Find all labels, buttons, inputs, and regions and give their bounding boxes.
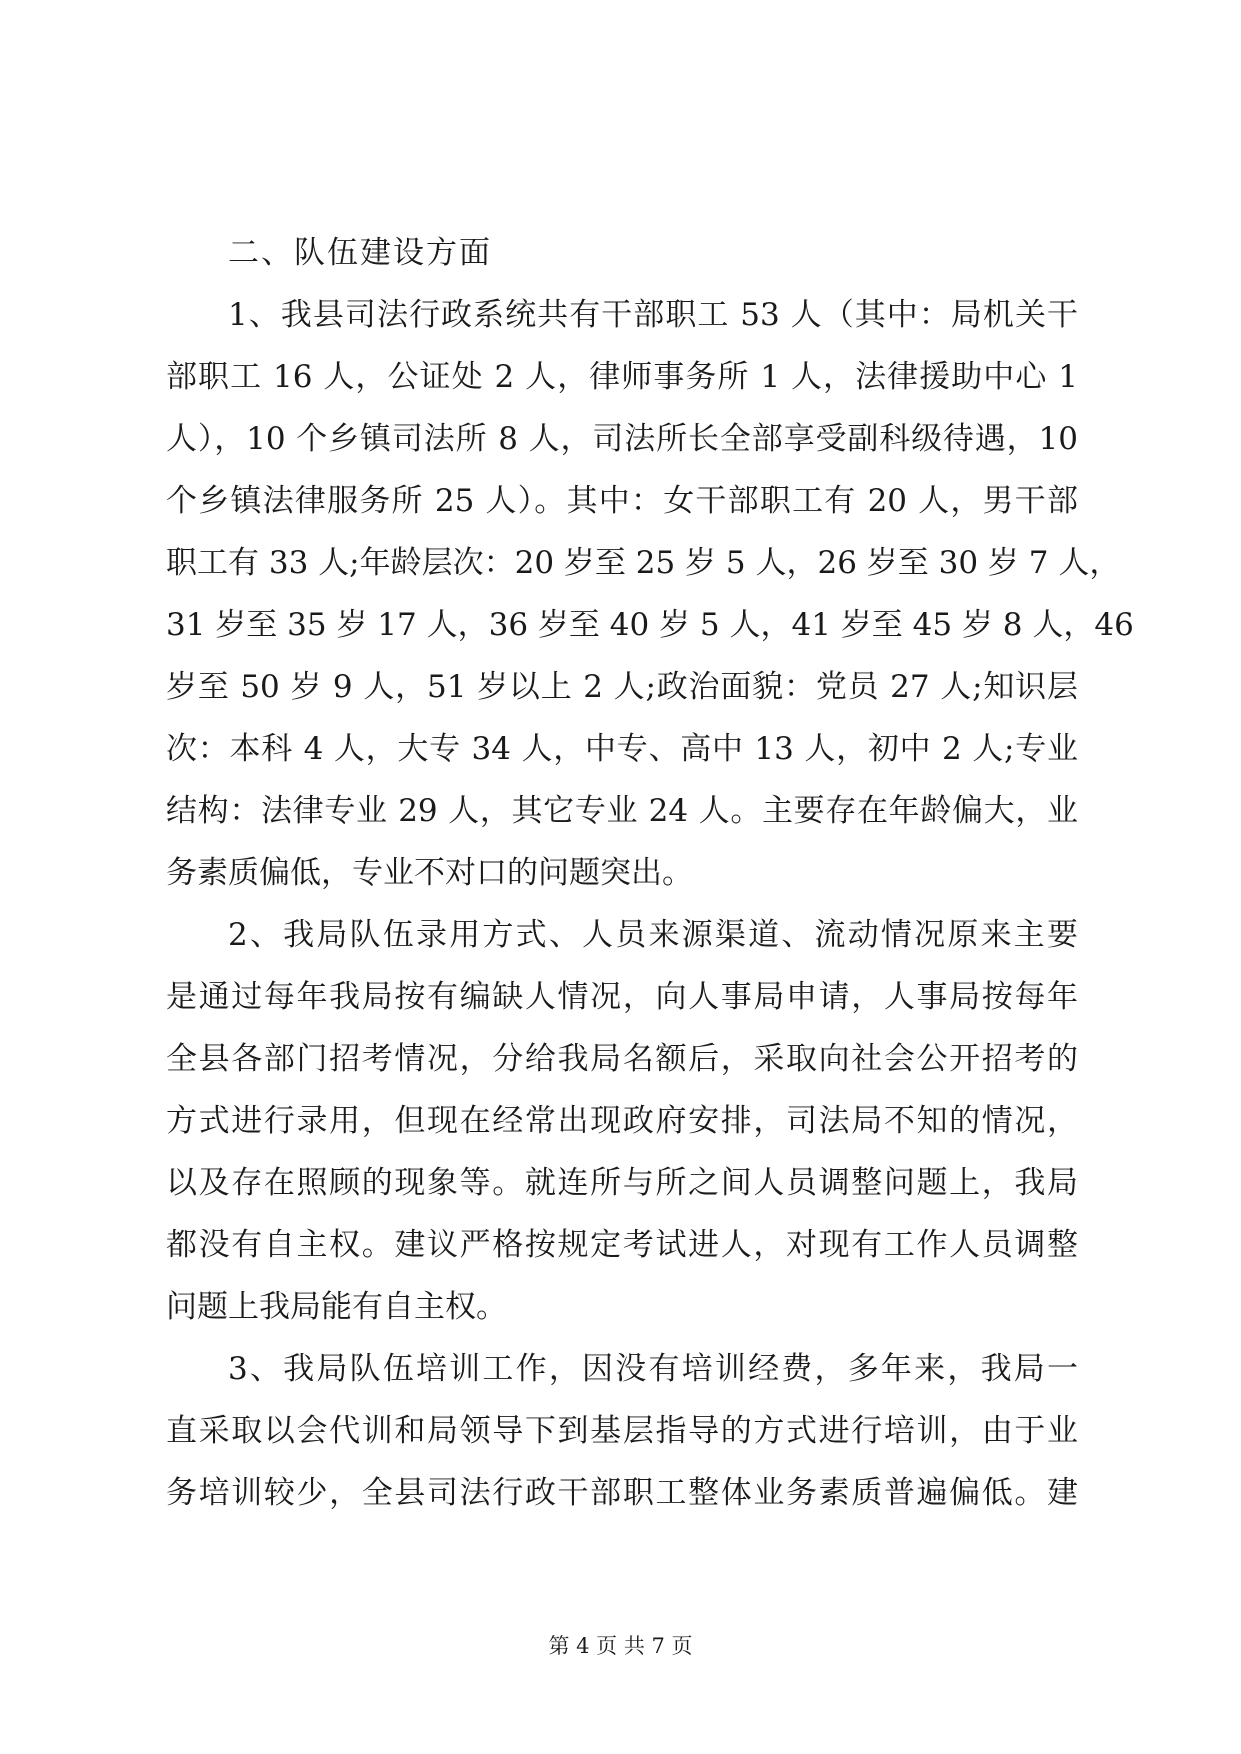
paragraph-3 (166, 1338, 1078, 1524)
page-number-footer: 第 4 页 共 7 页 (548, 1634, 693, 1658)
paragraph-2 (166, 904, 1078, 1338)
paragraph-line: 是通过每年我局按有编缺人情况，向人事局申请，人事局按每年 (166, 979, 1078, 1015)
section-heading: 二、队伍建设方面 (228, 235, 492, 271)
paragraph-line: 部职工 16 人，公证处 2 人，律师事务所 1 人，法律援助中心 1 (166, 359, 1078, 395)
paragraph-line: 都没有自主权。建议严格按规定考试进人，对现有工作人员调整 (166, 1227, 1078, 1263)
paragraph-1 (166, 284, 1134, 904)
paragraph-line: 3、我局队伍培训工作，因没有培训经费，多年来，我局一 (228, 1351, 1078, 1387)
paragraph-line: 31 岁至 35 岁 17 人，36 岁至 40 岁 5 人，41 岁至 45 岁 8 人，46 (166, 607, 1134, 643)
paragraph-line: 1、我县司法行政系统共有干部职工 53 人（其中：局机关干 (228, 297, 1078, 333)
paragraph-line: 问题上我局能有自主权。 (166, 1289, 507, 1325)
paragraph-line: 务素质偏低，专业不对口的问题突出。 (166, 855, 693, 891)
paragraph-line: 岁至 50 岁 9 人，51 岁以上 2 人;政治面貌：党员 27 人;知识层 (166, 669, 1078, 705)
paragraph-line: 以及存在照顾的现象等。就连所与所之间人员调整问题上，我局 (166, 1165, 1078, 1201)
paragraph-line: 人），10 个乡镇司法所 8 人，司法所长全部享受副科级待遇，10 (166, 421, 1078, 457)
paragraph-line: 结构：法律专业 29 人，其它专业 24 人。主要存在年龄偏大，业 (166, 793, 1078, 829)
paragraph-line: 职工有 33 人;年龄层次：20 岁至 25 岁 5 人，26 岁至 30 岁 7 人， (166, 545, 1121, 581)
paragraph-line: 次：本科 4 人，大专 34 人，中专、高中 13 人，初中 2 人;专业 (166, 731, 1078, 767)
paragraph-line: 务培训较少，全县司法行政干部职工整体业务素质普遍偏低。建 (166, 1475, 1078, 1511)
paragraph-line: 全县各部门招考情况，分给我局名额后，采取向社会公开招考的 (166, 1041, 1078, 1077)
paragraph-line: 个乡镇法律服务所 25 人）。其中：女干部职工有 20 人，男干部 (166, 483, 1078, 519)
paragraph-line: 方式进行录用，但现在经常出现政府安排，司法局不知的情况， (166, 1103, 1078, 1139)
paragraph-line: 2、我局队伍录用方式、人员来源渠道、流动情况原来主要 (228, 917, 1078, 953)
document-body (166, 222, 1134, 1524)
paragraph-line: 直采取以会代训和局领导下到基层指导的方式进行培训，由于业 (166, 1413, 1078, 1449)
